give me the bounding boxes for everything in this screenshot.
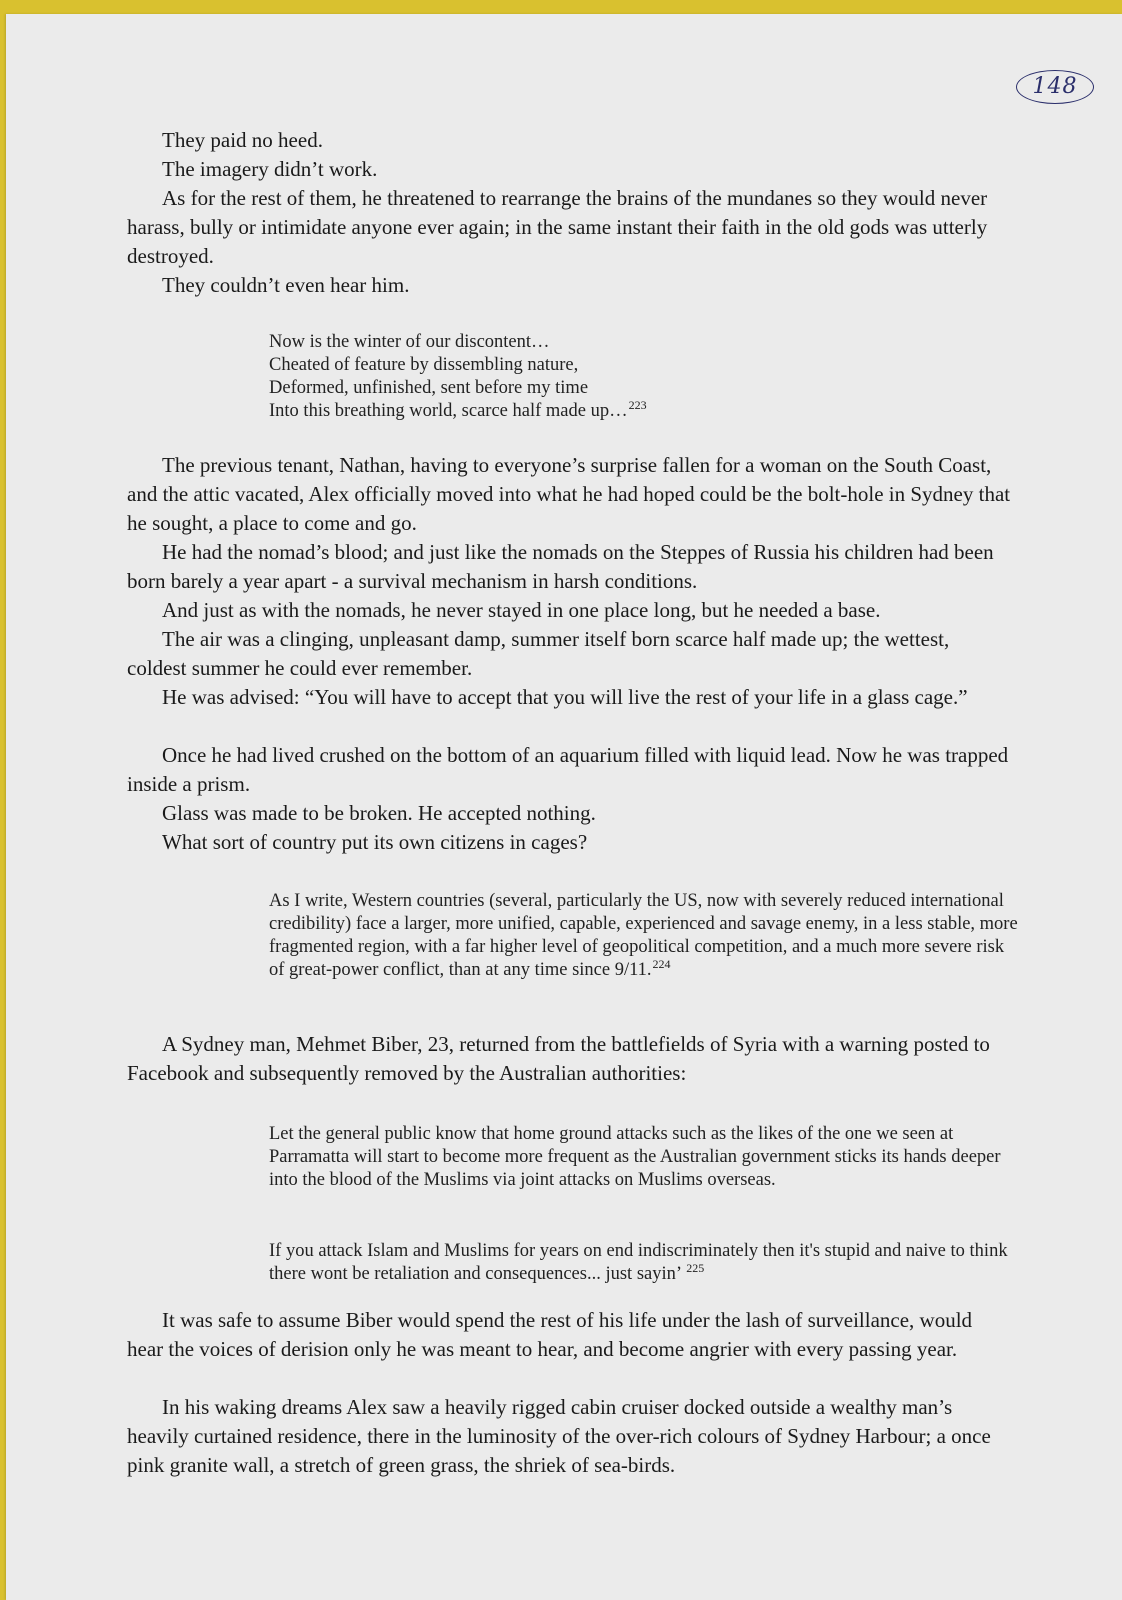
block-quotation: As I write, Western countries (several, particularly the US, now with severely reduced international credibility) face a larger, more unified, capable, experienced and savage enemy, in a less stable, more fragmented region, with a far higher level of geopolitical competition, and a much more severe risk of great-power conflict, than at any time since 9/11.$^{224}$ <box>269 891 1018 980</box>
block-quotation: Let the general public know that home ground attacks such as the likes of the one we seen at Parramatta will start to become more frequent as the Australian government sticks its hands deeper into the blood of the Muslims via joint attacks on Muslims overseas. <box>269 1124 1001 1190</box>
verse-line: Cheated of feature by dissembling nature, <box>269 355 579 375</box>
footnote-marker: 225 <box>686 1261 705 1275</box>
paragraph: As for the rest of them, he threatened to rearrange the brains of the mundanes so they would never harass, bully or intimidate anyone ever again; in the same instant their faith in the old gods was utterly destroyed. <box>127 186 988 268</box>
paragraph: Once he had lived crushed on the bottom of an aquarium filled with liquid lead. Now he was trapped inside a prism. <box>127 743 1009 796</box>
paragraph: The air was a clinging, unpleasant damp, summer itself born scarce half made up; the wettest, coldest summer he could ever remember. <box>127 627 950 680</box>
paragraph: The previous tenant, Nathan, having to everyone’s surprise fallen for a woman on the South Coast, and the attic vacated, Alex officially moved into what he had hoped could be the bolt-hole in Sydney that he sought, a place to come and go. <box>127 453 1011 535</box>
paragraph: What sort of country put its own citizens in cages? <box>162 830 588 854</box>
document-page <box>6 14 1122 1600</box>
paragraph: The imagery didn’t work. <box>162 157 378 181</box>
paragraph: And just as with the nomads, he never stayed in one place long, but he needed a base. <box>162 598 881 622</box>
paragraph: They couldn’t even hear him. <box>162 273 410 297</box>
verse-line: Now is the winter of our discontent… <box>269 332 550 352</box>
paragraph: They paid no heed. <box>162 128 323 152</box>
paragraph: In his waking dreams Alex saw a heavily rigged cabin cruiser docked outside a wealthy man’s heavily curtained residence, there in the luminosity of the over-rich colours of Sydney Harbour; a once pink granite wall, a stretch of green grass, the shriek of sea-birds. <box>127 1395 991 1477</box>
handwritten-page-number: 148 <box>1016 70 1094 104</box>
paragraph: It was safe to assume Biber would spend the rest of his life under the lash of surveillance, would hear the voices of derision only he was meant to hear, and become angrier with every passing year. <box>127 1308 973 1361</box>
footnote-marker: 224 <box>652 957 671 971</box>
block-quotation: If you attack Islam and Muslims for years on end indiscriminately then it's stupid and naive to think there wont be retaliation and consequences... just sayin’ $^{225}$ <box>269 1241 1008 1284</box>
verse-line: Into this breathing world, scarce half made up…$^{223}$ <box>269 398 647 421</box>
paragraph: A Sydney man, Mehmet Biber, 23, returned from the battlefields of Syria with a warning posted to Facebook and subsequently removed by the Australian authorities: <box>127 1032 990 1085</box>
verse-line: Deformed, unfinished, sent before my time <box>269 378 589 398</box>
paragraph: He had the nomad’s blood; and just like the nomads on the Steppes of Russia his children had been born barely a year apart - a survival mechanism in harsh conditions. <box>127 540 994 593</box>
verse-quotation <box>269 331 869 423</box>
footnote-marker: 223 <box>628 398 647 412</box>
paragraph: He was advised: “You will have to accept that you will live the rest of your life in a glass cage.” <box>162 685 968 709</box>
paragraph: Glass was made to be broken. He accepted nothing. <box>162 801 596 825</box>
